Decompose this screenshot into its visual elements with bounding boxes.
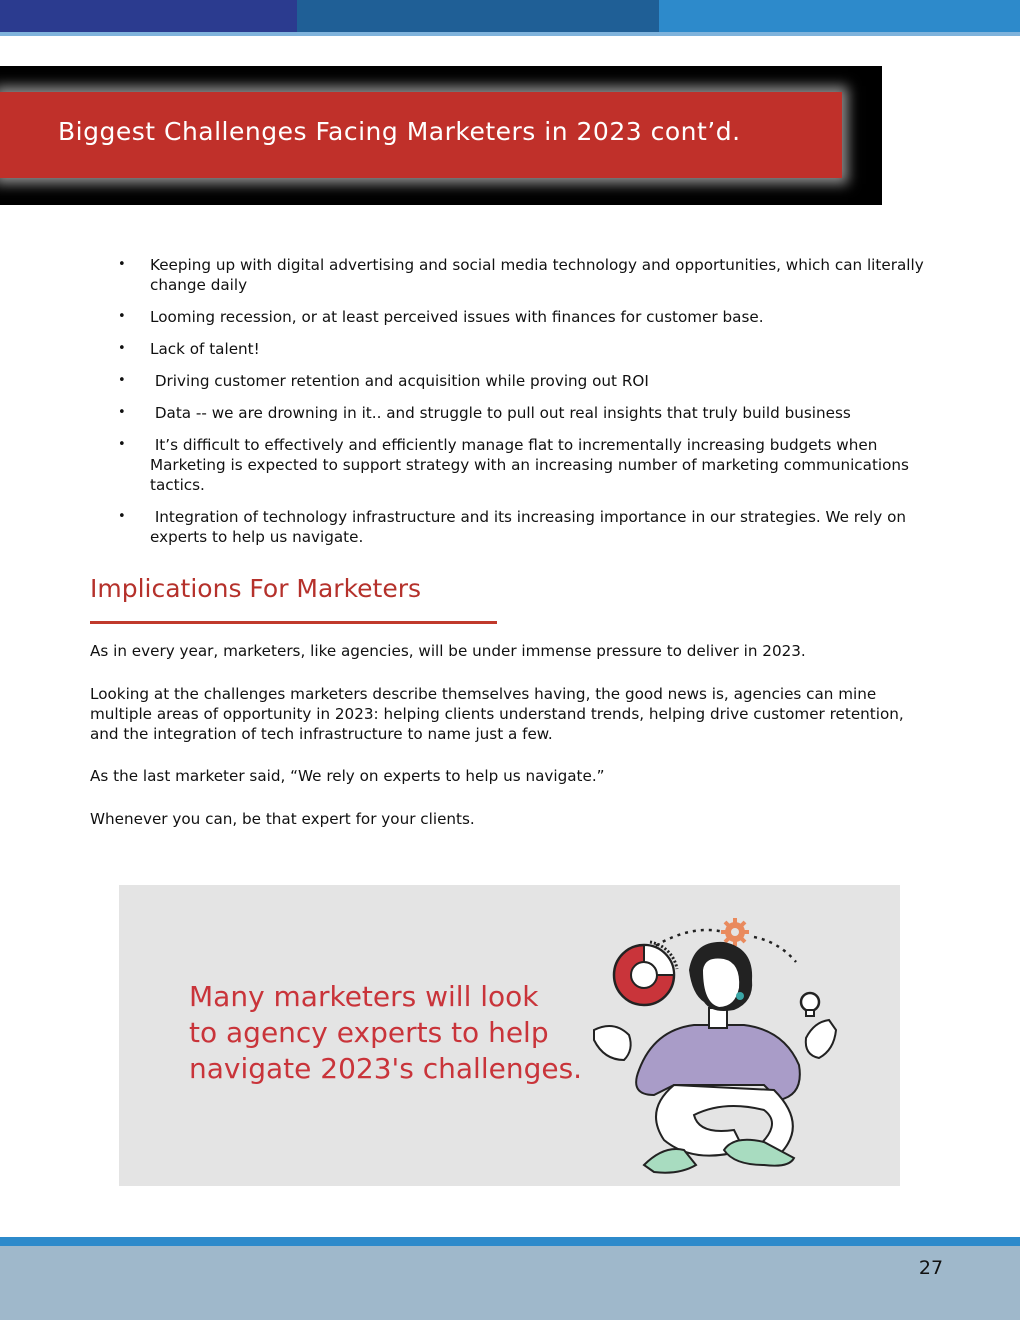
neck <box>709 1008 727 1028</box>
list-item-text: Lack of talent! <box>150 340 260 358</box>
paragraph: Whenever you can, be that expert for your clients. <box>90 810 475 828</box>
top-bar-underline <box>0 32 1020 36</box>
dotted-arc <box>754 937 796 962</box>
top-color-bars <box>0 0 1020 36</box>
section-heading-implications: Implications For Marketers <box>90 574 422 603</box>
earring <box>736 992 744 1000</box>
list-item-text: Driving customer retention and acquisition while proving out ROI <box>150 372 649 390</box>
list-item-text: Integration of technology infrastructure and its increasing importance in our strategies. We rely on experts to help us navigate. <box>150 508 911 546</box>
face <box>702 958 740 1009</box>
legs <box>656 1085 793 1156</box>
list-item <box>118 339 938 359</box>
header-banner-red-panel <box>0 92 842 178</box>
top-bar-navy <box>0 0 297 32</box>
challenges-list <box>118 255 938 559</box>
list-item-text: It’s difficult to effectively and efficiently manage flat to incrementally increasing budgets when Marketing is expected to support strategy with an increasing number of marketing communications tactics. <box>150 436 914 494</box>
bullet-icon: • <box>118 405 126 420</box>
callout-line: Many marketers will look <box>189 980 539 1013</box>
page-title: Biggest Challenges Facing Marketers in 2023 cont’d. <box>58 117 741 146</box>
list-item <box>118 307 938 327</box>
footer <box>0 1246 1020 1320</box>
bullet-icon: • <box>118 341 126 356</box>
paragraph: As the last marketer said, “We rely on experts to help us navigate.” <box>90 767 605 785</box>
list-item <box>118 507 938 547</box>
top-bar-light-blue <box>659 0 1020 32</box>
juggling-woman-illustration <box>584 910 854 1180</box>
paragraph: Looking at the challenges marketers describe themselves having, the good news is, agencies can mine multiple areas of opportunity in 2023: helping clients understand trends, helping drive customer retention, and the integration of tech infrastructure to name just a few. <box>90 685 904 743</box>
list-item <box>118 371 938 391</box>
bullet-icon: • <box>118 257 126 272</box>
section-heading-underline <box>90 621 497 624</box>
list-item-text: Keeping up with digital advertising and social media technology and opportunities, which can literally change daily <box>150 256 924 294</box>
header-banner <box>0 66 882 205</box>
lightbulb-icon <box>801 993 819 1016</box>
callout-text <box>189 979 589 1087</box>
list-item <box>118 435 938 495</box>
list-item <box>118 255 938 295</box>
callout-image <box>119 885 900 1186</box>
list-item-text: Data -- we are drowning in it.. and struggle to pull out real insights that truly build business <box>150 404 851 422</box>
top-bar-mid-blue <box>297 0 659 32</box>
bullet-icon: • <box>118 509 126 524</box>
pie-chart-icon <box>614 942 677 1005</box>
callout-line: to agency experts to help <box>189 1016 549 1049</box>
list-item-text: Looming recession, or at least perceived issues with finances for customer base. <box>150 308 764 326</box>
paragraph: As in every year, marketers, like agencies, will be under immense pressure to deliver in 2023. <box>90 642 806 660</box>
page-number: 27 <box>918 1257 944 1279</box>
right-hand <box>806 1020 836 1058</box>
gear-icon <box>721 918 749 946</box>
footer-accent-line <box>0 1237 1020 1246</box>
bullet-icon: • <box>118 309 126 324</box>
list-item <box>118 403 938 423</box>
bullet-icon: • <box>118 437 126 452</box>
callout-line: navigate 2023's challenges. <box>189 1052 583 1085</box>
left-hand <box>594 1026 631 1060</box>
bullet-icon: • <box>118 373 126 388</box>
